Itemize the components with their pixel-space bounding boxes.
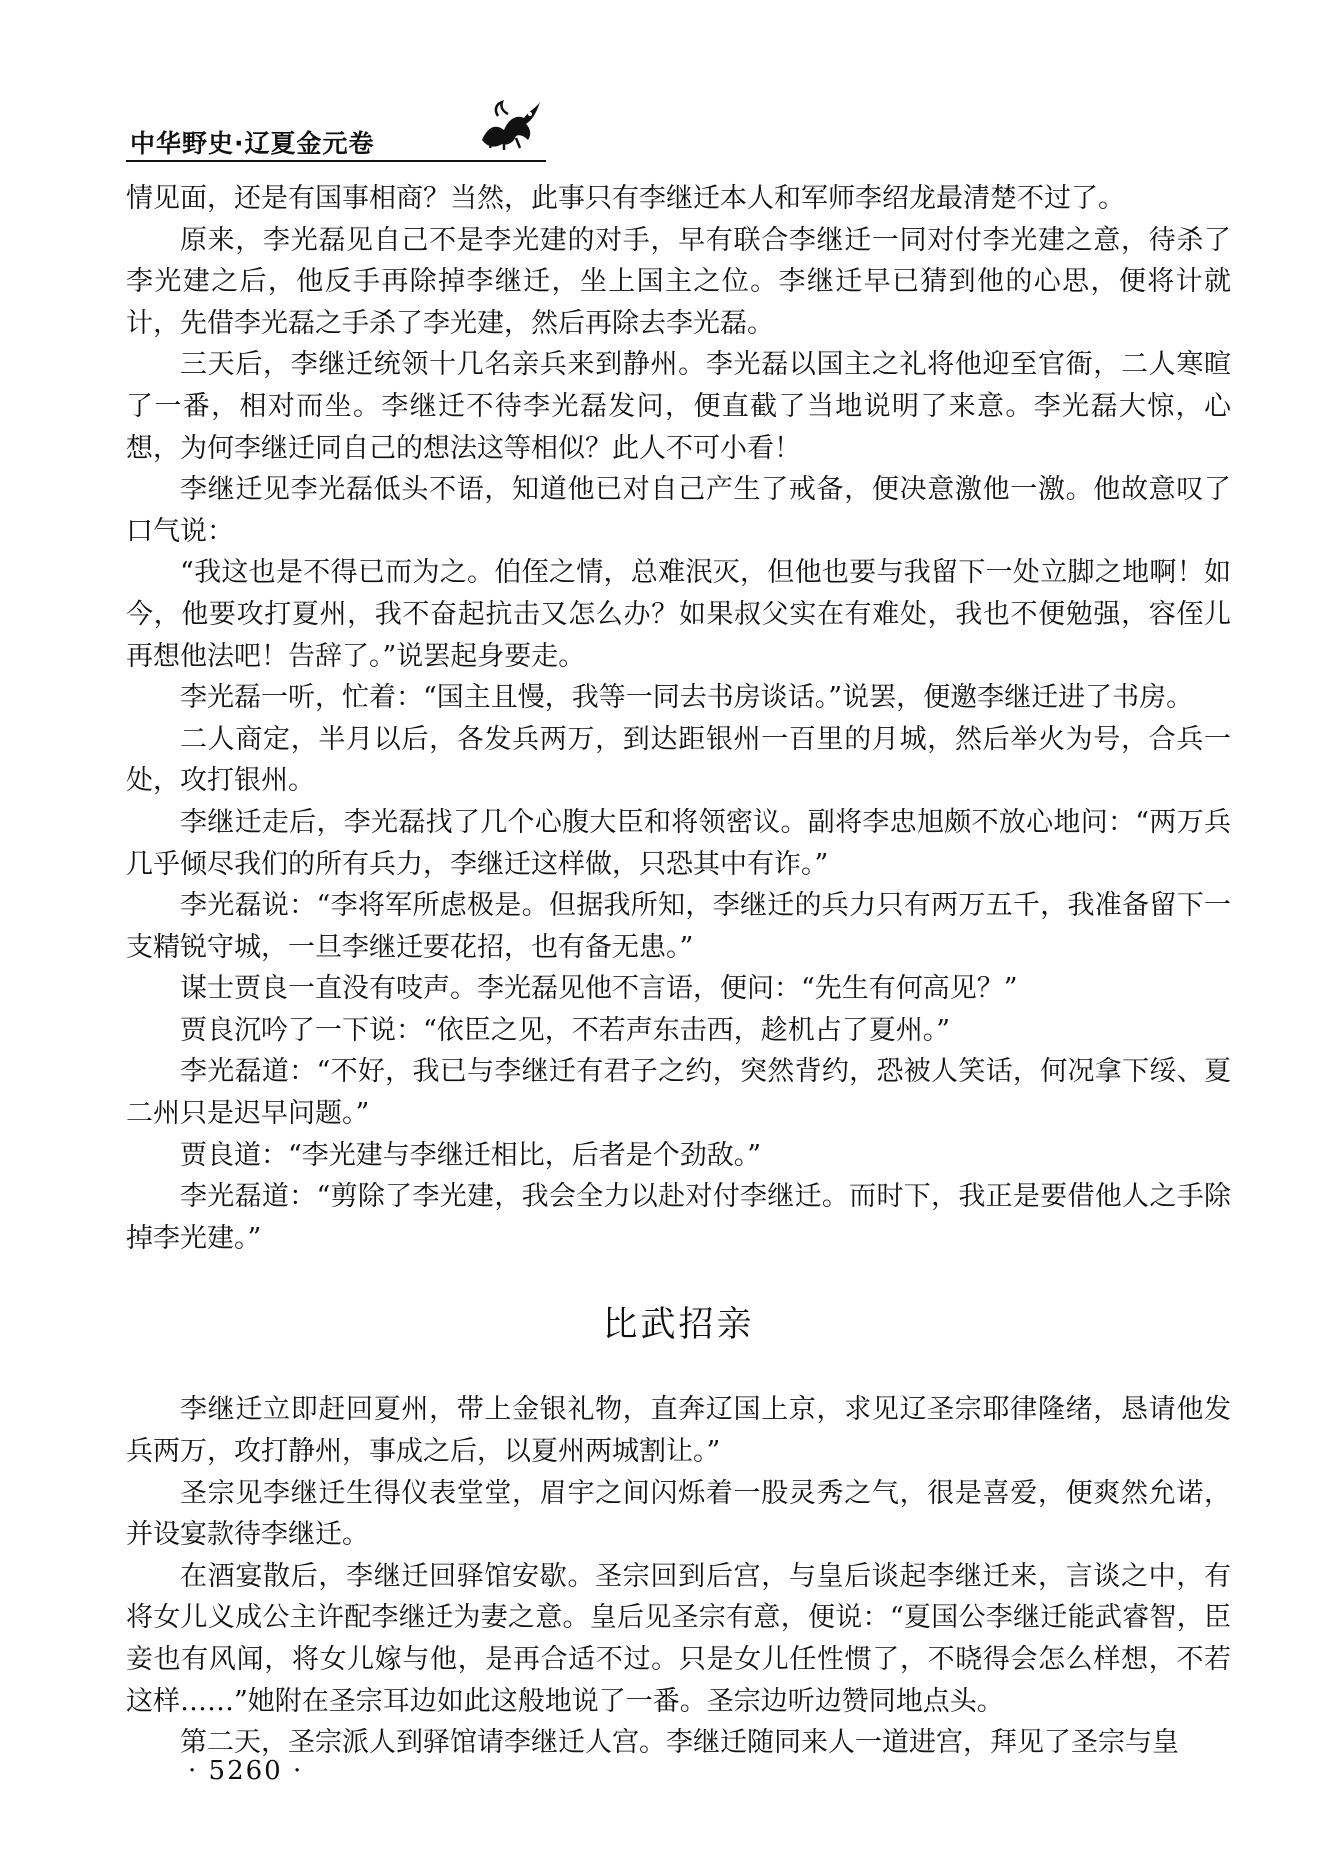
paragraph: 第二天，圣宗派人到驿馆请李继迁人宫。李继迁随同来人一道进宫，拜见了圣宗与皇 [180, 1727, 1179, 1759]
paragraph: 在酒宴散后，李继迁回驿馆安歇。圣宗回到后宫，与皇后谈起李继迁来，言谈之中，有将女儿义成公主许配李继迁为妻之意。皇后见圣宗有意，便说：“夏国公李继迁能武睿智，臣妾也有风闻，将女儿嫁与他，是再合适不过。只是女儿任性惯了，不晓得会怎么样想，不若这样……”她附在圣宗耳边如此这般地说了一番。圣宗边听边赞同地点头。 [126, 1560, 1231, 1717]
body-text [126, 178, 1231, 1764]
paragraph: 李继迁立即赶回夏州，带上金银礼物，直奔辽国上京，求见辽圣宗耶律隆绪，恳请他发兵两万，攻打静州，事成之后，以夏州两城割让。” [126, 1394, 1231, 1468]
paragraph: 贾良道：“李光建与李继迁相比，后者是个劲敌。” [180, 1139, 762, 1171]
book-title: 中华野史·辽夏金元卷 [130, 129, 375, 158]
paragraph: 原来，李光磊见自己不是李光建的对手，早有联合李继迁一同对付李光建之意，待杀了李光建之后，他反手再除掉李继迁，坐上国主之位。李继迁早已猜到他的心思，便将计就计，先借李光磊之手杀了李光建，然后再除去李光磊。 [126, 224, 1231, 339]
paragraph: “我这也是不得已而为之。伯侄之情，总难泯灭，但他也要与我留下一处立脚之地啊！如今，他要攻打夏州，我不奋起抗击又怎么办？如果叔父实在有难处，我也不便勉强，容侄儿再想他法吧！告辞了。”说罢起身要走。 [126, 557, 1231, 672]
page-number: · 5260 · [188, 1756, 304, 1786]
header-rule [126, 160, 546, 162]
paragraph: 情见面，还是有国事相商？当然，此事只有李继迁本人和军师李绍龙最清楚不过了。 [126, 183, 1125, 214]
paragraph: 贾良沉吟了一下说：“依臣之见，不若声东击西，趁机占了夏州。” [180, 1014, 951, 1046]
paragraph: 三天后，李继迁统领十几名亲兵来到静州。李光磊以国主之礼将他迎至官衙，二人寒暄了一番，相对而坐。李继迁不待李光磊发问，便直截了当地说明了来意。李光磊大惊，心想，为何李继迁同自己的想法这等相似？此人不可小看！ [126, 349, 1231, 464]
dragon-emblem-icon [474, 96, 544, 152]
paragraph: 李光磊一听，忙着：“国主且慢，我等一同去书房谈话。”说罢，便邀李继迁进了书房。 [180, 682, 1194, 714]
paragraph: 谋士贾良一直没有吱声。李光磊见他不言语，便问：“先生有何高见？” [180, 973, 1018, 1005]
paragraph: 圣宗见李继迁生得仪表堂堂，眉宇之间闪烁着一股灵秀之气，很是喜爱，便爽然允诺，并设宴款待李继迁。 [126, 1477, 1231, 1551]
paragraph: 李光磊道：“剪除了李光建，我会全力以赴对付李继迁。而时下，我正是要借他人之手除掉李光建。” [126, 1181, 1231, 1254]
paragraph: 李继迁走后，李光磊找了几个心腹大臣和将领密议。副将李忠旭颇不放心地问：“两万兵几乎倾尽我们的所有兵力，李继迁这样做，只恐其中有诈。” [126, 806, 1231, 880]
paragraph: 二人商定，半月以后，各发兵两万，到达距银州一百里的月城，然后举火为号，合兵一处，攻打银州。 [126, 723, 1231, 797]
paragraph: 李继迁见李光磊低头不语，知道他已对自己产生了戒备，便决意激他一激。他故意叹了口气说： [126, 474, 1231, 547]
running-header [126, 92, 556, 162]
paragraph: 李光磊说：“李将军所虑极是。但据我所知，李继迁的兵力只有两万五千，我准备留下一支精锐守城，一旦李继迁要花招，也有备无患。” [126, 890, 1231, 963]
paragraph: 李光磊道：“不好，我已与李继迁有君子之约，突然背约，恐被人笑话，何况拿下绥、夏二州只是迟早问题。” [126, 1056, 1231, 1130]
section-title: 比武招亲 [602, 1305, 755, 1346]
